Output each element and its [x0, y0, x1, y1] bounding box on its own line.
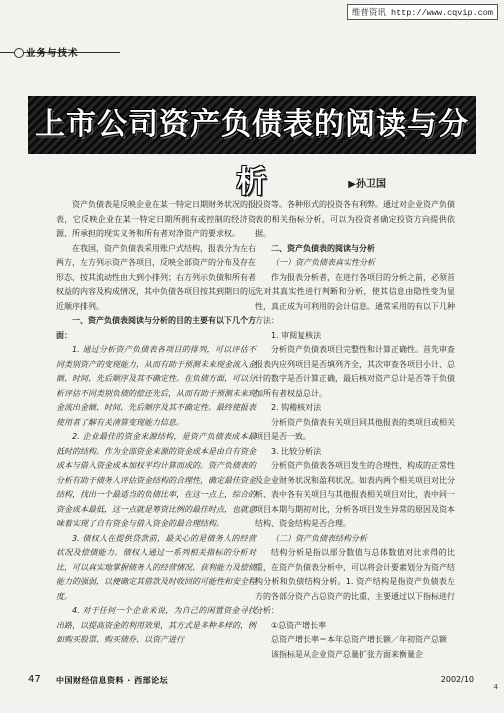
article-title: 上市公司资产负债表的阅读与分析 — [35, 107, 469, 200]
page-footer — [28, 674, 474, 688]
paragraph: 4. 对于任何一个企业来说，为自己的闲置资金寻找出路，以提高资金的利用效果，其方式是多种多样的，例如购买股票、购买债券、以资产进行 — [56, 606, 256, 644]
paragraph: 分析资产负债表各项目发生的合理性，构成的正常性及企业财务状况和盈利状况。如表内两个相关项目对比分析、表中各有关项目与其他报表相关项目对比，表中同一项目本期与期初对比，分析各项目发生异常的原因及资本结构、资金结构是否合理。 — [255, 461, 455, 528]
left-column — [56, 198, 256, 648]
paragraph: 1. 审阅复核法 — [271, 330, 322, 340]
paragraph: 一、资产负债表阅读与分析的目的主要有以下几个方面： — [56, 316, 256, 340]
paragraph: 资产负债表是反映企业在某一特定日期财务状况的报表，它反映企业在某一特定日期所拥有或控制的经济资源、所承担的现实义务和所有者对净资产的要求权。 — [56, 200, 256, 238]
page-number: 47 — [28, 674, 41, 685]
paragraph: （一）资产负债表真实性分析 — [271, 258, 375, 267]
paragraph: 3. 债权人在提供贷款前，最关心的是债务人的经营状况及偿债能力。债权人通过一系列相关指标的分析对比，可以真实地掌握债务人的经营情况、获利能力及偿债能力的强弱，以便确定其借款及时收回的可能性和安全程度。 — [56, 533, 256, 601]
paragraph: 2. 企业最佳的资金来源结构，是资产负债表成本最低时的结构。作为全部资金来源的资金成本是由自有资金成本与借入资金成本加权平均计算而成的。资产负债表的分析有助于债务人评估资金结构的合理性，确定最佳资金结构，找出一个最适当的负债比率，在这一点上，综合的资金成本最低，这一点就是筹资比例的最佳时点，也就意味着实现了自有资金与借入资金的最合理结构。 — [56, 432, 256, 528]
paragraph: 1. 通过分析资产负债表各项目的排列，可以评估不同类别资产的变现能力，从而有助于预测未来现金流入金额、时间、先后顺序及其不确定性。在负债方面，可以分析评估不同类别负债的偿还先后，从而有助于预测未来现金流出金额、时间、先后顺序及其不确定性。最终使报表使用者了解有关清算变现能力信息。 — [56, 345, 256, 427]
paragraph: 作为报表分析者，在进行各项目的分析之前，必须首先对其真实性进行判断和分析，使其信息由隐性变为显性，真正成为可利用的会计信息。通常采用的有以下几种方法： — [255, 272, 455, 325]
paragraph: 该指标是从企业资产总量扩张方面来衡量企 — [271, 649, 423, 659]
paragraph: 分析资产负债表项目完整性和计算正确性。首先审查报表内应列项目是否填列齐全，其次审查各项目小计、总计的数字是否计算正确，最后核对资产总计是否等于负债加所有者权益总计。 — [255, 345, 455, 398]
paragraph: 总资产增长率＝本年总资产增长额／年初资产总额 — [271, 635, 447, 644]
paragraph: 分析资产负债表有关项目同其他报表的类项目或相关项目是否一致。 — [255, 417, 455, 441]
paragraph: （二）资产负债表结构分析 — [271, 533, 367, 543]
journal-name: 中国财经信息资料 · 西部论坛 — [56, 676, 169, 685]
issue-date: 2002/10 — [440, 675, 474, 684]
header-bullet — [14, 48, 24, 58]
paragraph: 3. 比较分析法 — [271, 446, 322, 456]
section-tag: 业务与技术 — [26, 48, 79, 59]
watermark-label: 维普资讯 http://www.cqvip.com — [347, 4, 498, 20]
paragraph: 在我国，资产负债表采用账户式结构，报表分为左右两方，左方列示资产各项目，反映全部资产的分布及存在形态，按其流动性由大到小排列；右方列示负债和所有者权益的内容及构成情况，其中负债各项目按其到期日的远近顺序排列。 — [56, 243, 256, 311]
paragraph: 二、资产负债表的阅读与分析 — [271, 243, 375, 253]
corner-mark: 4 — [493, 683, 498, 691]
paragraph: 结构分析是指以部分数值与总体数值对比求得的比重，在资产负债表分析中，可以将会计要素划分为资产结构分析和负债结构分析。1. 资产结构是指资产负债表左方的各部分资产占总资产的比重，主要通过以下指标进行分析： — [255, 548, 455, 615]
author-byline: ▶孙卫国 — [348, 179, 386, 190]
paragraph: ①总资产增长率 — [271, 620, 327, 630]
paragraph: 2. 钩稽核对法 — [271, 403, 322, 412]
right-column — [255, 198, 455, 662]
paragraph: 投资等。各种形式的投资各有利弊。通过对企业资产负债表的相关指标分析，可以为投资者确定投资方向提供依据。 — [255, 200, 455, 238]
